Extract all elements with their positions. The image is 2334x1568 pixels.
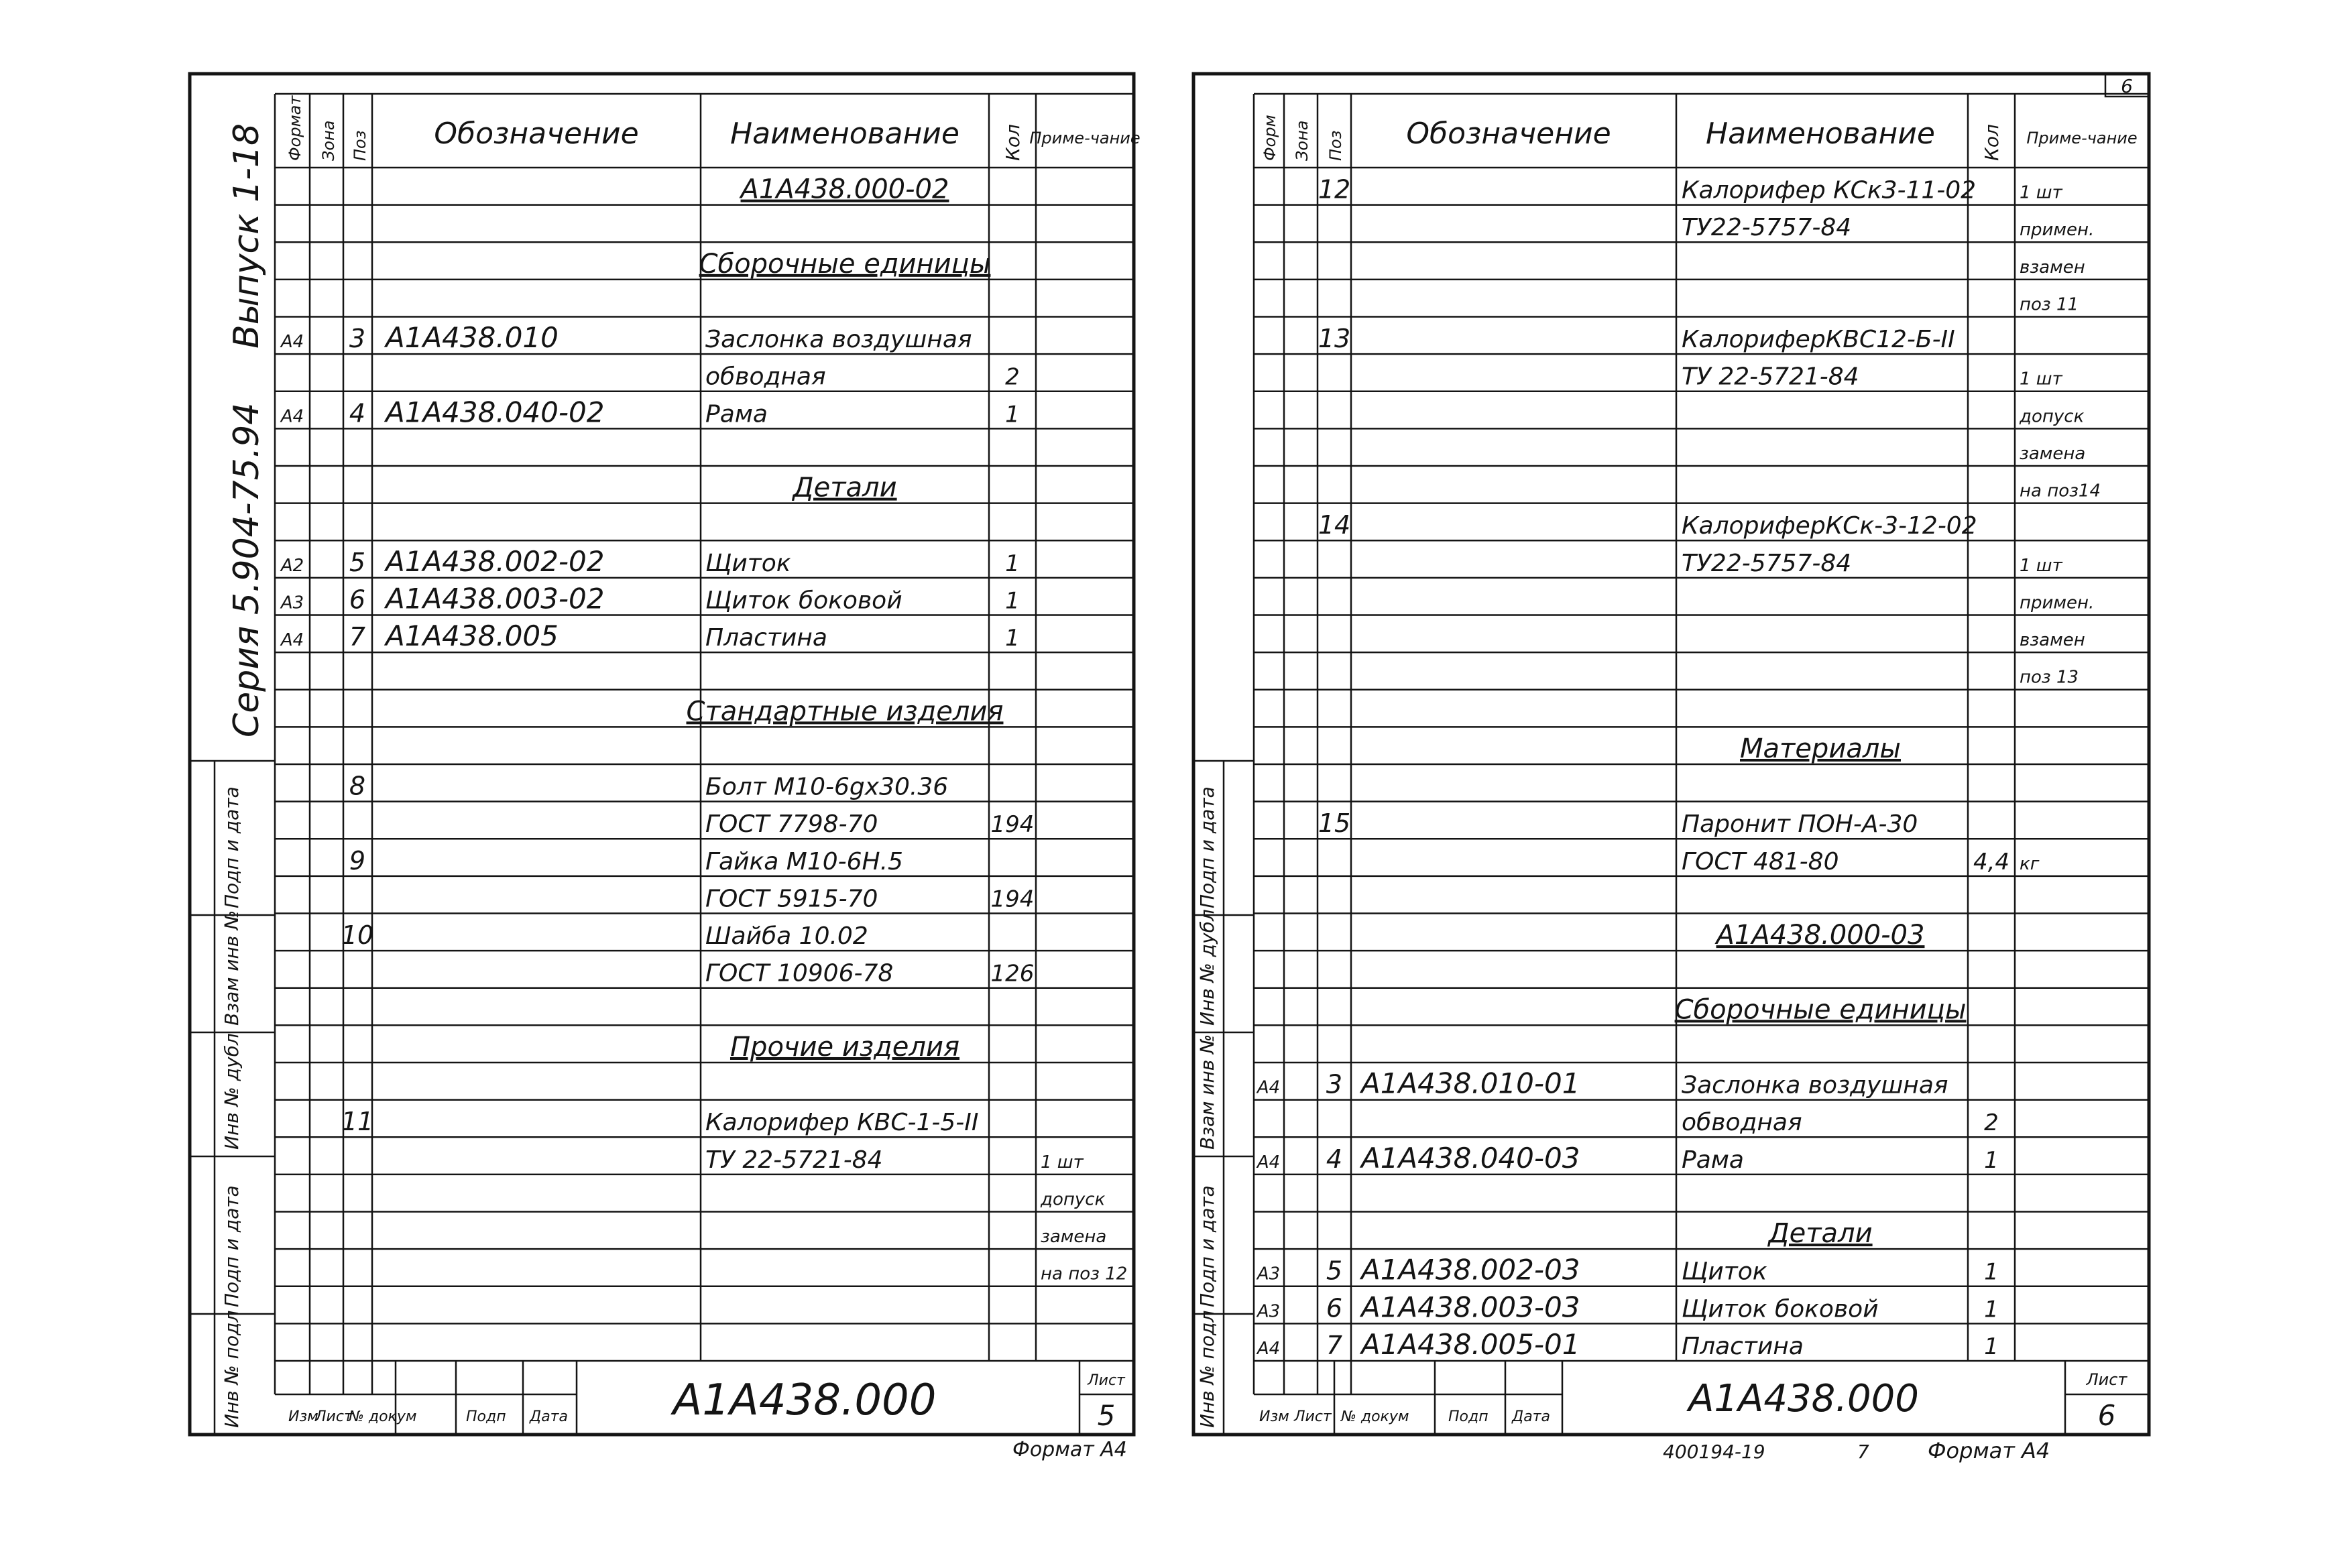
tb-label-sheet: Лист — [1294, 1408, 1332, 1425]
section-heading: А1А438.000-03 — [1716, 920, 1925, 951]
pos-cell: 6 — [349, 585, 366, 615]
name-cell: Рама — [705, 400, 768, 428]
tb-label-sheet: Лист — [315, 1408, 353, 1425]
col-header-pos: Поз — [1326, 130, 1345, 161]
section-heading: Сборочные единицы — [1674, 994, 1967, 1026]
name-cell: Щиток боковой — [705, 587, 902, 615]
name-cell: ГОСТ 481-80 — [1682, 847, 1839, 876]
note-cell: 1 шт — [1041, 1152, 1084, 1172]
section-heading: Прочие изделия — [730, 1031, 960, 1063]
series-caption: Серия 5.904-75.94 — [227, 402, 267, 737]
left-sheet-frame — [190, 74, 1134, 1435]
col-header-name: Наименование — [1706, 117, 1935, 151]
stamp-sign-date-1: Подп и дата — [221, 786, 243, 908]
issue-caption: Выпуск 1-18 — [227, 123, 267, 349]
qty-cell: 1 — [1984, 1258, 1999, 1286]
name-cell: Шайба 10.02 — [705, 922, 868, 951]
note-cell: кг — [2020, 853, 2040, 874]
name-cell: ГОСТ 10906-78 — [705, 959, 894, 987]
name-cell: Рама — [1682, 1146, 1744, 1174]
name-cell: КалориферКСк-3-12-02 — [1682, 512, 1977, 540]
section-heading: Детали — [1768, 1218, 1873, 1250]
note-cell: примен. — [2020, 593, 2095, 613]
name-cell: ТУ22-5757-84 — [1682, 214, 1852, 242]
designation-cell: А1А438.003-02 — [386, 582, 605, 615]
pos-cell: 9 — [349, 845, 366, 876]
tb-label-change: Изм — [1259, 1408, 1289, 1425]
stamp-dup-inv: Инв № дубл — [221, 1033, 243, 1150]
pos-cell: 6 — [1326, 1293, 1343, 1323]
designation-cell: А1А438.002-03 — [1361, 1253, 1580, 1286]
designation-cell: А1А438.010-01 — [1361, 1067, 1580, 1100]
format-cell: А4 — [280, 332, 304, 353]
pos-cell: 15 — [1318, 808, 1351, 839]
pos-cell: 3 — [1326, 1069, 1343, 1099]
col-header-qty: Кол — [1981, 124, 2003, 161]
pos-cell: 10 — [341, 920, 374, 951]
name-cell: Пластина — [1682, 1332, 1804, 1360]
stamp-sign-date-2: Подп и дата — [221, 1185, 243, 1307]
qty-cell: 1 — [1984, 1296, 1999, 1323]
note-cell: примен. — [2020, 220, 2095, 241]
right-sheet-frame — [1193, 74, 2149, 1435]
pos-cell: 11 — [341, 1107, 374, 1137]
stamp-orig-inv: Инв № подл — [221, 1310, 243, 1428]
name-cell: Щиток боковой — [1682, 1295, 1879, 1323]
tb-label-docno: № докум — [349, 1408, 417, 1425]
note-cell: поз 13 — [2020, 667, 2079, 688]
col-header-format: Формат — [286, 95, 304, 161]
format-caption: Формат А4 — [1928, 1438, 2050, 1463]
note-cell: замена — [2020, 443, 2086, 464]
qty-cell: 1 — [1005, 550, 1020, 577]
name-cell: Паронит ПОН-А-30 — [1682, 810, 1918, 839]
note-cell: допуск — [2020, 406, 2085, 427]
section-heading: Сборочные единицы — [699, 248, 991, 280]
name-cell: обводная — [705, 363, 826, 391]
note-cell: на поз14 — [2020, 481, 2101, 501]
qty-cell: 4,4 — [1973, 848, 2010, 876]
note-cell: замена — [1041, 1227, 1107, 1248]
designation-cell: А1А438.002-02 — [386, 544, 605, 578]
qty-cell: 2 — [1984, 1109, 1999, 1137]
note-cell: 1 шт — [2020, 555, 2062, 576]
qty-cell: 126 — [990, 960, 1035, 987]
name-cell: ГОСТ 7798-70 — [705, 810, 878, 839]
pos-cell: 13 — [1318, 324, 1351, 354]
note-cell: взамен — [2020, 257, 2085, 278]
sheet-label: Лист — [2086, 1370, 2127, 1389]
format-cell: А4 — [1257, 1077, 1281, 1098]
doc-code: А1А438.000 — [1688, 1377, 1919, 1421]
col-header-qty: Кол — [1002, 124, 1024, 161]
tb-label-date: Дата — [530, 1408, 568, 1425]
stamp-orig-inv: Инв № подл — [1196, 1310, 1218, 1428]
stamp-dup-inv: Инв № дубл — [1196, 909, 1218, 1026]
designation-cell: А1А438.005 — [386, 619, 559, 653]
qty-cell: 1 — [1984, 1146, 1999, 1174]
name-cell: ТУ 22-5721-84 — [1682, 363, 1859, 391]
name-cell: ТУ 22-5721-84 — [705, 1146, 883, 1174]
col-header-designation: Обозначение — [1406, 117, 1611, 151]
stamp-replace-inv: Взам инв № — [1196, 1034, 1218, 1150]
sheet-number: 6 — [2097, 1399, 2116, 1432]
tb-label-docno: № докум — [1341, 1408, 1409, 1425]
name-cell: Заслонка воздушная — [1682, 1071, 1948, 1099]
doc-code: А1А438.000 — [673, 1376, 937, 1425]
col-header-format: Форм — [1261, 115, 1279, 161]
qty-cell: 1 — [1005, 625, 1020, 652]
right-rows-text — [1256, 175, 2101, 1361]
format-cell: А3 — [280, 593, 304, 613]
pos-cell: 4 — [349, 398, 366, 428]
name-cell: обводная — [1682, 1109, 1802, 1137]
col-header-designation: Обозначение — [434, 117, 639, 151]
designation-cell: А1А438.005-01 — [1361, 1327, 1580, 1361]
format-cell: А3 — [1257, 1264, 1281, 1284]
name-cell: Болт М10-6gх30.36 — [705, 773, 949, 801]
name-cell: Калорифер КВС-1-5-II — [705, 1109, 979, 1137]
left-rows-text — [280, 174, 1127, 1284]
tb-label-sign: Подп — [466, 1408, 506, 1425]
col-header-pos: Поз — [351, 130, 369, 161]
format-cell: А4 — [280, 406, 304, 427]
tb-label-change: Изм — [288, 1408, 318, 1425]
qty-cell: 1 — [1005, 587, 1020, 615]
format-cell: А4 — [280, 630, 304, 651]
note-cell: взамен — [2020, 630, 2085, 651]
col-header-note: Приме-чание — [2026, 129, 2138, 147]
pos-cell: 7 — [1326, 1330, 1343, 1360]
format-cell: А2 — [280, 555, 304, 576]
footer-page: 7 — [1857, 1441, 1869, 1463]
section-heading: А1А438.000-02 — [740, 174, 949, 205]
col-header-name: Наименование — [730, 117, 959, 151]
col-header-zone: Зона — [1293, 120, 1311, 161]
footer-code: 400194-19 — [1663, 1441, 1765, 1463]
pos-cell: 14 — [1318, 510, 1351, 540]
corner-sheet-number: 6 — [2121, 75, 2133, 97]
col-header-note: Приме-чание — [1029, 129, 1141, 147]
tb-label-sign: Подп — [1448, 1408, 1489, 1425]
pos-cell: 4 — [1326, 1144, 1343, 1174]
qty-cell: 1 — [1005, 401, 1020, 428]
format-cell: А3 — [1257, 1301, 1281, 1322]
qty-cell: 1 — [1984, 1333, 1999, 1360]
stamp-sign-date-1: Подп и дата — [1196, 786, 1218, 908]
section-heading: Детали — [793, 472, 897, 503]
name-cell: Пластина — [705, 624, 827, 652]
pos-cell: 8 — [349, 771, 366, 801]
col-header-zone: Зона — [319, 120, 338, 161]
name-cell: Заслонка воздушная — [705, 326, 972, 354]
note-cell: допуск — [1041, 1189, 1106, 1210]
note-cell: на поз 12 — [1041, 1264, 1128, 1284]
format-cell: А4 — [1257, 1338, 1281, 1359]
name-cell: Щиток — [705, 549, 791, 577]
format-cell: А4 — [1257, 1152, 1281, 1172]
left-specification-sheet — [190, 74, 1141, 1461]
pos-cell: 3 — [349, 324, 366, 354]
note-cell: поз 11 — [2020, 294, 2079, 315]
qty-cell: 2 — [1005, 363, 1020, 391]
name-cell: Калорифер КСк3-11-02 — [1682, 176, 1977, 204]
designation-cell: А1А438.003-03 — [1361, 1290, 1580, 1324]
pos-cell: 12 — [1318, 174, 1351, 204]
sheet-number: 5 — [1097, 1399, 1116, 1432]
qty-cell: 194 — [990, 811, 1035, 839]
pos-cell: 7 — [349, 622, 366, 652]
name-cell: Щиток — [1682, 1258, 1767, 1286]
qty-cell: 194 — [990, 886, 1035, 913]
pos-cell: 5 — [349, 547, 366, 577]
name-cell: ТУ22-5757-84 — [1682, 549, 1852, 577]
designation-cell: А1А438.040-03 — [1361, 1141, 1580, 1174]
note-cell: 1 шт — [2020, 182, 2062, 203]
stamp-sign-date-2: Подп и дата — [1196, 1185, 1218, 1307]
section-heading: Материалы — [1740, 733, 1901, 764]
section-heading: Стандартные изделия — [686, 696, 1004, 727]
designation-cell: А1А438.010 — [386, 321, 559, 355]
pos-cell: 5 — [1326, 1256, 1343, 1286]
right-specification-sheet — [1193, 74, 2149, 1463]
name-cell: ГОСТ 5915-70 — [705, 885, 878, 913]
designation-cell: А1А438.040-02 — [386, 396, 605, 429]
sheet-label: Лист — [1088, 1372, 1125, 1389]
name-cell: Гайка М10-6Н.5 — [705, 847, 903, 876]
note-cell: 1 шт — [2020, 369, 2062, 389]
stamp-replace-inv: Взам инв № — [221, 910, 243, 1026]
name-cell: КалориферКВС12-Б-II — [1682, 326, 1955, 354]
format-caption: Формат А4 — [1012, 1438, 1127, 1461]
tb-label-date: Дата — [1512, 1408, 1550, 1425]
